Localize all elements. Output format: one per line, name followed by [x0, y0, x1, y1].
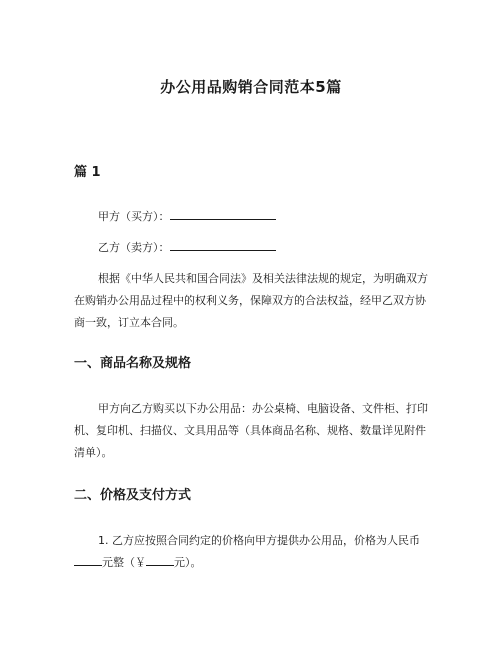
section2-item1-text2: 元整（￥: [102, 556, 146, 569]
buyer-blank: [170, 207, 276, 220]
section2-item1-text1: 1. 乙方应按照合同约定的价格向甲方提供办公用品，价格为人民币: [98, 534, 420, 547]
section1-heading: 一、商品名称及规格: [74, 356, 192, 371]
part-heading: 篇 1: [74, 165, 101, 180]
section2-item1: [74, 530, 434, 574]
document-title: 办公用品购销合同范本5篇: [160, 78, 342, 96]
amount-number-blank: [146, 553, 174, 566]
buyer-label: 甲方（买方）：: [98, 210, 170, 223]
section2-heading: 二、价格及支付方式: [74, 488, 192, 503]
seller-blank: [170, 238, 276, 251]
seller-line: [74, 237, 434, 259]
preamble-paragraph: 根据《中华人民共和国合同法》及相关法律法规的规定，为明确双方在购销办公用品过程中的权利义务，保障双方的合法权益，经甲乙双方协商一致，订立本合同。: [74, 272, 428, 329]
section2-item1-text3: 元）。: [174, 556, 202, 569]
buyer-line: [74, 206, 434, 228]
section1-paragraph: 甲方向乙方购买以下办公用品：办公桌椅、电脑设备、文件柜、打印机、复印机、扫描仪、文具用品等（具体商品名称、规格、数量详见附件清单）。: [74, 402, 428, 459]
seller-label: 乙方（卖方）：: [98, 241, 170, 254]
amount-words-blank: [74, 553, 102, 566]
